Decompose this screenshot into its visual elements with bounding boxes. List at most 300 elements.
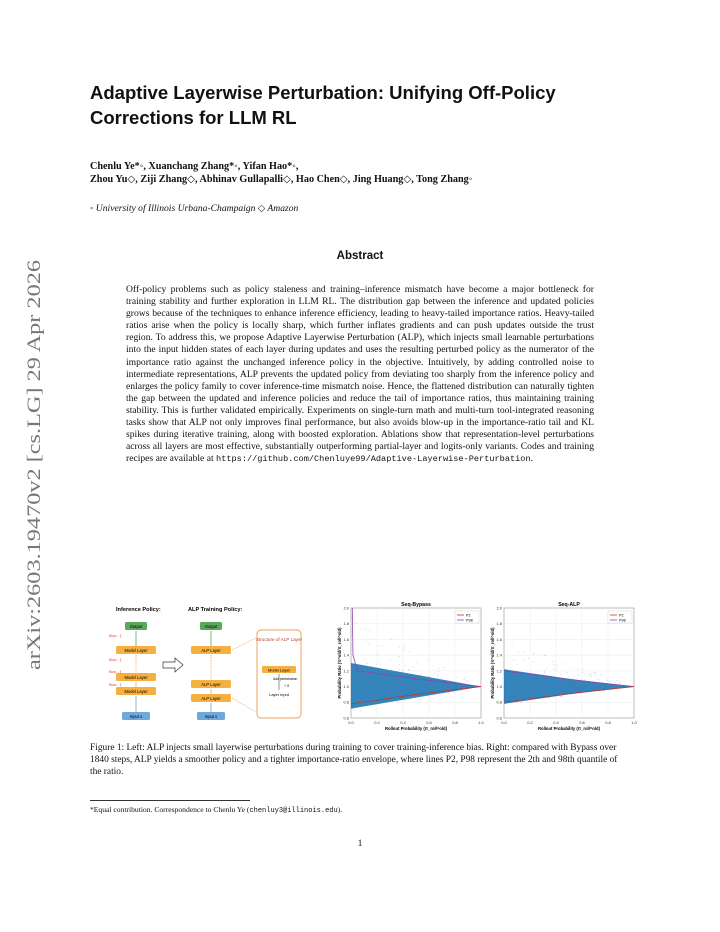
paper-title: Adaptive Layerwise Perturbation: Unifying Off-Policy Corrections for LLM RL bbox=[90, 82, 556, 128]
input-label: Input x bbox=[204, 714, 218, 719]
scatter-point bbox=[408, 687, 409, 688]
scatter-point bbox=[571, 688, 572, 689]
arxiv-stamp bbox=[10, 250, 50, 670]
scatter-point bbox=[353, 695, 354, 696]
scatter-point bbox=[532, 684, 533, 685]
x-axis-label: Rollout Probability (π_roll^old) bbox=[385, 726, 447, 731]
bias-label: Bias - ξ bbox=[109, 683, 122, 687]
scatter-point bbox=[519, 686, 520, 687]
scatter-point bbox=[366, 685, 367, 686]
struct-delta-label: + δ bbox=[284, 684, 290, 688]
scatter-point bbox=[536, 679, 537, 680]
scatter-point bbox=[521, 702, 522, 703]
scatter-point bbox=[527, 684, 528, 685]
scatter-point bbox=[409, 669, 410, 670]
scatter-point bbox=[377, 693, 378, 694]
scatter-point bbox=[619, 681, 620, 682]
scatter-point bbox=[403, 694, 404, 695]
scatter-point bbox=[386, 685, 387, 686]
bias-label: Bias - ξ bbox=[109, 634, 122, 638]
scatter-point bbox=[591, 690, 592, 691]
scatter-point bbox=[415, 691, 416, 692]
scatter-point bbox=[369, 643, 370, 644]
scatter-point bbox=[429, 676, 430, 677]
scatter-point bbox=[456, 688, 457, 689]
page-number: 1 bbox=[357, 838, 363, 849]
author-list bbox=[90, 160, 690, 186]
abstract-text: Off-policy problems such as policy staleness and training–inference mismatch have become a major bottleneck for training stability and further exploration in LLM RL. The distribution gap between the inference and updated policies grows because of the techniques to enhance inference efficiency, leading to heavy-tailed importance ratios. Heavy-tailed ratios arise when the policy is locally sharp, which further inflates gradients and can push updates outside the trust region. To address this, we propose Adaptive Layerwise Perturbation (ALP), which injects small learnable perturbations into the input hidden states of each layer during updates and uses the resulting perturbed policy as the numerator of the importance ratio against the unchanged inference policy in the objective. Intuitively, by adding controlled noise to intermediate representations, ALP prevents the updated policy from deviating too sharply from the inference policy and enlarges the policy family to cover inference-time mismatch noise. Hence, the flattened distribution can naturally tighten the gap between the updated and inference policies and reduce the tail of importance ratios, thus maintaining training stability. This is further validated empirically. Experiments on single-turn math and multi-turn tool-integrated reasoning tasks show that ALP not only improves final performance, but also avoids blow-up in the importance-ratio tail and KL spikes during iterative training, along with boosted exploration. Ablations show that representation-level perturbations across all layers are most effective, substantially outperforming partial-layer and logits-only variants. Codes and training recipes are available at bbox=[126, 284, 594, 465]
scatter-point bbox=[515, 660, 516, 661]
scatter-point bbox=[524, 660, 525, 661]
scatter-point bbox=[397, 702, 398, 703]
y-tick-label: 1.2 bbox=[343, 668, 349, 674]
scatter-point bbox=[527, 689, 528, 690]
scatter-point bbox=[517, 665, 518, 666]
scatter-point bbox=[396, 678, 397, 679]
scatter-point bbox=[428, 687, 429, 688]
scatter-point bbox=[528, 697, 529, 698]
scatter-point bbox=[365, 630, 366, 631]
scatter-point bbox=[383, 694, 384, 695]
scatter-point bbox=[529, 691, 530, 692]
scatter-point bbox=[566, 686, 567, 687]
scatter-point bbox=[402, 682, 403, 683]
scatter-point bbox=[378, 703, 379, 704]
scatter-point bbox=[365, 662, 366, 663]
scatter-point bbox=[544, 655, 545, 656]
scatter-point bbox=[353, 708, 354, 709]
scatter-point bbox=[360, 688, 361, 689]
scatter-point bbox=[367, 690, 368, 691]
scatter-point bbox=[429, 689, 430, 690]
scatter-point bbox=[589, 675, 590, 676]
scatter-point bbox=[522, 694, 523, 695]
scatter-point bbox=[576, 692, 577, 693]
scatter-point bbox=[583, 690, 584, 691]
x-tick-label: 0.0 bbox=[501, 720, 507, 725]
inference-policy-title: Inference Policy: bbox=[116, 607, 161, 613]
scatter-point bbox=[508, 680, 509, 681]
scatter-point bbox=[522, 688, 523, 689]
abstract-body bbox=[126, 284, 594, 465]
scatter-point bbox=[518, 652, 519, 653]
scatter-point bbox=[526, 693, 527, 694]
scatter-point bbox=[448, 692, 449, 693]
scatter-point bbox=[365, 658, 366, 659]
scatter-point bbox=[435, 689, 436, 690]
scatter-point bbox=[428, 692, 429, 693]
scatter-point bbox=[569, 692, 570, 693]
scatter-point bbox=[404, 665, 405, 666]
scatter-point bbox=[399, 647, 400, 648]
scatter-point bbox=[377, 654, 378, 655]
y-tick-label: 1.4 bbox=[343, 652, 349, 658]
scatter-point bbox=[603, 690, 604, 691]
footnote bbox=[90, 805, 630, 815]
scatter-point bbox=[379, 687, 380, 688]
struct-input-label: Layer input bbox=[269, 692, 289, 697]
scatter-point bbox=[595, 672, 596, 673]
scatter-point bbox=[509, 693, 510, 694]
footnote-end: ). bbox=[337, 805, 343, 814]
scatter-point bbox=[547, 685, 548, 686]
scatter-point bbox=[552, 686, 553, 687]
scatter-point bbox=[467, 686, 468, 687]
scatter-point bbox=[361, 699, 362, 700]
scatter-point bbox=[534, 682, 535, 683]
scatter-point bbox=[527, 687, 528, 688]
scatter-point bbox=[424, 687, 425, 688]
scatter-point bbox=[558, 694, 559, 695]
x-tick-label: 0.8 bbox=[452, 720, 458, 725]
footnote-rule bbox=[90, 800, 250, 801]
struct-model-layer-label: Model Layer bbox=[267, 667, 291, 673]
scatter-point bbox=[611, 689, 612, 690]
x-tick-label: 0.6 bbox=[426, 720, 432, 725]
scatter-point bbox=[594, 672, 595, 673]
scatter-point bbox=[430, 694, 431, 695]
scatter-point bbox=[393, 683, 394, 684]
scatter-point bbox=[573, 678, 574, 679]
scatter-point bbox=[452, 689, 453, 690]
scatter-point bbox=[361, 695, 362, 696]
scatter-point bbox=[578, 688, 579, 689]
y-tick-label: 1.4 bbox=[496, 652, 502, 658]
scatter-point bbox=[405, 676, 406, 677]
scatter-point bbox=[620, 682, 621, 683]
scatter-point bbox=[378, 670, 379, 671]
scatter-point bbox=[417, 662, 418, 663]
scatter-point bbox=[439, 695, 440, 696]
alp-policy-title: ALP Training Policy: bbox=[188, 607, 243, 613]
authors-line-2: Zhou Yu◇, Ziji Zhang◇, Abhinav Gullapalli◇, Hao Chen◇, Jing Huang◇, Tong Zhang◦ bbox=[90, 174, 473, 185]
abstract-heading: Abstract bbox=[336, 250, 384, 262]
scatter-point bbox=[561, 696, 562, 697]
scatter-point bbox=[512, 643, 513, 644]
y-tick-label: 1.0 bbox=[343, 683, 349, 689]
plot-frame bbox=[504, 608, 634, 718]
scatter-point bbox=[413, 667, 414, 668]
scatter-point bbox=[617, 680, 618, 681]
legend bbox=[455, 611, 479, 623]
scatter-point bbox=[616, 687, 617, 688]
scatter-point bbox=[521, 690, 522, 691]
structure-title: Structure of ALP Layer bbox=[255, 637, 303, 642]
scatter-point bbox=[399, 664, 400, 665]
scatter-point bbox=[591, 676, 592, 677]
y-tick-label: 1.2 bbox=[496, 668, 502, 674]
scatter-point bbox=[593, 687, 594, 688]
scatter-point bbox=[427, 688, 428, 689]
scatter-point bbox=[548, 698, 549, 699]
x-axis-label: Rollout Probability (π_roll^old) bbox=[538, 726, 600, 731]
scatter-point bbox=[421, 673, 422, 674]
scatter-point bbox=[591, 674, 592, 675]
scatter-point bbox=[592, 683, 593, 684]
output-label: Output bbox=[204, 624, 218, 629]
scatter-point bbox=[543, 675, 544, 676]
x-tick-label: 0.0 bbox=[348, 720, 354, 725]
scatter-point bbox=[406, 681, 407, 682]
scatter-point bbox=[545, 655, 546, 656]
scatter-point bbox=[391, 639, 392, 640]
y-axis-label: Probability Ratio (π^old/π_roll^old) bbox=[337, 627, 342, 699]
scatter-point bbox=[455, 688, 456, 689]
scatter-point bbox=[419, 682, 420, 683]
scatter-point bbox=[361, 700, 362, 701]
scatter-point bbox=[379, 689, 380, 690]
scatter-point bbox=[378, 701, 379, 702]
scatter-point bbox=[408, 687, 409, 688]
scatter-point bbox=[351, 661, 352, 662]
y-tick-label: 0.8 bbox=[343, 699, 349, 705]
scatter-point bbox=[546, 668, 547, 669]
x-tick-label: 1.0 bbox=[478, 720, 484, 725]
alp-layer-label: ALP Layer bbox=[201, 682, 221, 687]
scatter-point bbox=[457, 677, 458, 678]
scatter-point bbox=[511, 674, 512, 675]
scatter-point bbox=[552, 661, 553, 662]
scatter-point bbox=[541, 679, 542, 680]
scatter-point bbox=[382, 645, 383, 646]
scatter-point bbox=[587, 688, 588, 689]
scatter-point bbox=[416, 695, 417, 696]
scatter-point bbox=[435, 672, 436, 673]
scatter-point bbox=[533, 654, 534, 655]
input-label: Input x bbox=[129, 714, 143, 719]
model-layer-label: Model Layer bbox=[124, 648, 148, 653]
scatter-point bbox=[412, 691, 413, 692]
scatter-point bbox=[547, 694, 548, 695]
scatter-point bbox=[581, 679, 582, 680]
scatter-point bbox=[566, 672, 567, 673]
scatter-point bbox=[580, 693, 581, 694]
scatter-point bbox=[353, 691, 354, 692]
scatter-point bbox=[595, 689, 596, 690]
scatter-point bbox=[367, 663, 368, 664]
y-tick-label: 2.0 bbox=[496, 605, 502, 611]
scatter-point bbox=[402, 670, 403, 671]
scatter-point bbox=[404, 646, 405, 647]
x-tick-label: 0.6 bbox=[579, 720, 585, 725]
plot-title: Seq-ALP bbox=[558, 602, 580, 608]
scatter-point bbox=[404, 650, 405, 651]
scatter-point bbox=[462, 688, 463, 689]
scatter-point bbox=[540, 682, 541, 683]
scatter-point bbox=[357, 693, 358, 694]
scatter-point bbox=[585, 673, 586, 674]
scatter-point bbox=[357, 696, 358, 697]
scatter-point bbox=[612, 680, 613, 681]
scatter-point bbox=[380, 664, 381, 665]
scatter-point bbox=[364, 695, 365, 696]
scatter-point bbox=[584, 669, 585, 670]
authors-line-1: Chenlu Ye*◦, Xuanchang Zhang*◦, Yifan Hao*◦, bbox=[90, 161, 299, 172]
scatter-point bbox=[512, 660, 513, 661]
scatter-point bbox=[598, 687, 599, 688]
scatter-point bbox=[456, 687, 457, 688]
bias-label: Bias - ξ bbox=[109, 670, 122, 674]
scatter-point bbox=[461, 690, 462, 691]
scatter-point bbox=[366, 641, 367, 642]
scatter-point bbox=[505, 694, 506, 695]
scatter-point bbox=[428, 696, 429, 697]
scatter-point bbox=[565, 685, 566, 686]
model-layer-label: Model Layer bbox=[124, 675, 148, 680]
scatter-point bbox=[441, 689, 442, 690]
scatter-point bbox=[416, 693, 417, 694]
scatter-point bbox=[437, 680, 438, 681]
scatter-point bbox=[422, 691, 423, 692]
scatter-point bbox=[506, 689, 507, 690]
y-tick-label: 1.6 bbox=[496, 636, 502, 642]
scatter-point bbox=[361, 692, 362, 693]
scatter-point bbox=[433, 694, 434, 695]
x-tick-label: 0.2 bbox=[527, 720, 533, 725]
scatter-point bbox=[430, 688, 431, 689]
scatter-point bbox=[607, 680, 608, 681]
alp-diagram bbox=[109, 607, 303, 720]
email-link[interactable]: chenluy3@illinois.edu bbox=[249, 807, 338, 815]
scatter-point bbox=[524, 652, 525, 653]
legend-label: P2 bbox=[619, 613, 624, 618]
scatter-point bbox=[512, 696, 513, 697]
scatter-point bbox=[556, 665, 557, 666]
scatter-point bbox=[510, 673, 511, 674]
scatter-point bbox=[619, 686, 620, 687]
legend-label: P98 bbox=[466, 618, 473, 623]
legend-label: P2 bbox=[466, 613, 471, 618]
scatter-point bbox=[409, 651, 410, 652]
scatter-point bbox=[575, 682, 576, 683]
scatter-point bbox=[586, 684, 587, 685]
scatter-point bbox=[376, 664, 377, 665]
scatter-point bbox=[614, 682, 615, 683]
scatter-point bbox=[399, 674, 400, 675]
arxiv-id: arXiv:2603.19470v2 [cs.LG] 29 Apr 2026 bbox=[24, 349, 45, 670]
scatter-point bbox=[579, 690, 580, 691]
affiliations: ◦ University of Illinois Urbana-Champaign ◇ Amazon bbox=[90, 203, 299, 214]
legend bbox=[608, 611, 632, 623]
scatter-point bbox=[438, 671, 439, 672]
scatter-point bbox=[442, 692, 443, 693]
scatter-point bbox=[550, 694, 551, 695]
scatter-point bbox=[613, 686, 614, 687]
scatter-point bbox=[405, 701, 406, 702]
scatter-point bbox=[371, 639, 372, 640]
struct-add-label: Add perturbation bbox=[273, 677, 298, 681]
scatter-point bbox=[604, 687, 605, 688]
scatter-point bbox=[584, 680, 585, 681]
y-tick-label: 1.6 bbox=[343, 636, 349, 642]
scatter-point bbox=[424, 691, 425, 692]
scatter-point bbox=[360, 711, 361, 712]
y-tick-label: 1.8 bbox=[343, 621, 349, 627]
scatter-point bbox=[548, 682, 549, 683]
scatter-point bbox=[562, 663, 563, 664]
scatter-point bbox=[437, 678, 438, 679]
x-tick-label: 0.4 bbox=[553, 720, 559, 725]
scatter-point bbox=[533, 662, 534, 663]
scatter-point bbox=[403, 649, 404, 650]
scatter-point bbox=[390, 659, 391, 660]
scatter-point bbox=[600, 686, 601, 687]
scatter-point bbox=[438, 668, 439, 669]
scatter-point bbox=[389, 687, 390, 688]
scatter-point bbox=[566, 688, 567, 689]
scatter-point bbox=[399, 672, 400, 673]
scatter-point bbox=[506, 670, 507, 671]
scatter-point bbox=[528, 687, 529, 688]
x-tick-label: 0.8 bbox=[605, 720, 611, 725]
scatter-point bbox=[529, 700, 530, 701]
scatter-point bbox=[360, 628, 361, 629]
scatter-point bbox=[373, 662, 374, 663]
scatter-point bbox=[466, 681, 467, 682]
plot-1 bbox=[490, 602, 638, 731]
ratio-plots bbox=[337, 602, 638, 731]
scatter-point bbox=[379, 662, 380, 663]
scatter-point bbox=[538, 691, 539, 692]
scatter-point bbox=[360, 685, 361, 686]
scatter-point bbox=[420, 675, 421, 676]
alp-layer-label: ALP Layer bbox=[201, 696, 221, 701]
scatter-point bbox=[379, 646, 380, 647]
scatter-point bbox=[567, 691, 568, 692]
scatter-point bbox=[448, 687, 449, 688]
scatter-point bbox=[590, 674, 591, 675]
scatter-point bbox=[352, 707, 353, 708]
y-axis-label: Probability Ratio (π^old/π_roll^old) bbox=[490, 627, 495, 699]
model-layer-label: Model Layer bbox=[124, 689, 148, 694]
y-tick-label: 0.6 bbox=[343, 715, 349, 721]
code-link[interactable]: https://github.com/Chenluye99/Adaptive-Layerwise-Perturbation bbox=[216, 454, 531, 465]
scatter-point bbox=[417, 699, 418, 700]
scatter-point bbox=[516, 702, 517, 703]
scatter-point bbox=[599, 680, 600, 681]
scatter-point bbox=[454, 692, 455, 693]
scatter-point bbox=[578, 674, 579, 675]
plot-0 bbox=[337, 602, 485, 731]
scatter-point bbox=[399, 656, 400, 657]
figure-1 bbox=[108, 600, 638, 740]
y-tick-label: 2.0 bbox=[343, 605, 349, 611]
output-label: Output bbox=[129, 624, 143, 629]
scatter-point bbox=[540, 688, 541, 689]
scatter-point bbox=[547, 687, 548, 688]
scatter-point bbox=[437, 675, 438, 676]
scatter-point bbox=[370, 686, 371, 687]
legend-label: P98 bbox=[619, 618, 626, 623]
scatter-point bbox=[571, 668, 572, 669]
scatter-point bbox=[403, 688, 404, 689]
scatter-point bbox=[377, 695, 378, 696]
y-tick-label: 0.6 bbox=[496, 715, 502, 721]
scatter-point bbox=[435, 693, 436, 694]
scatter-point bbox=[384, 686, 385, 687]
alp-layer-label: ALP Layer bbox=[201, 648, 221, 653]
scatter-point bbox=[361, 690, 362, 691]
scatter-point bbox=[569, 676, 570, 677]
scatter-point bbox=[560, 696, 561, 697]
scatter-point bbox=[554, 676, 555, 677]
scatter-point bbox=[575, 688, 576, 689]
scatter-point bbox=[595, 674, 596, 675]
scatter-point bbox=[604, 686, 605, 687]
scatter-point bbox=[539, 685, 540, 686]
scatter-point bbox=[467, 680, 468, 681]
hollow-arrow-icon bbox=[163, 658, 183, 672]
